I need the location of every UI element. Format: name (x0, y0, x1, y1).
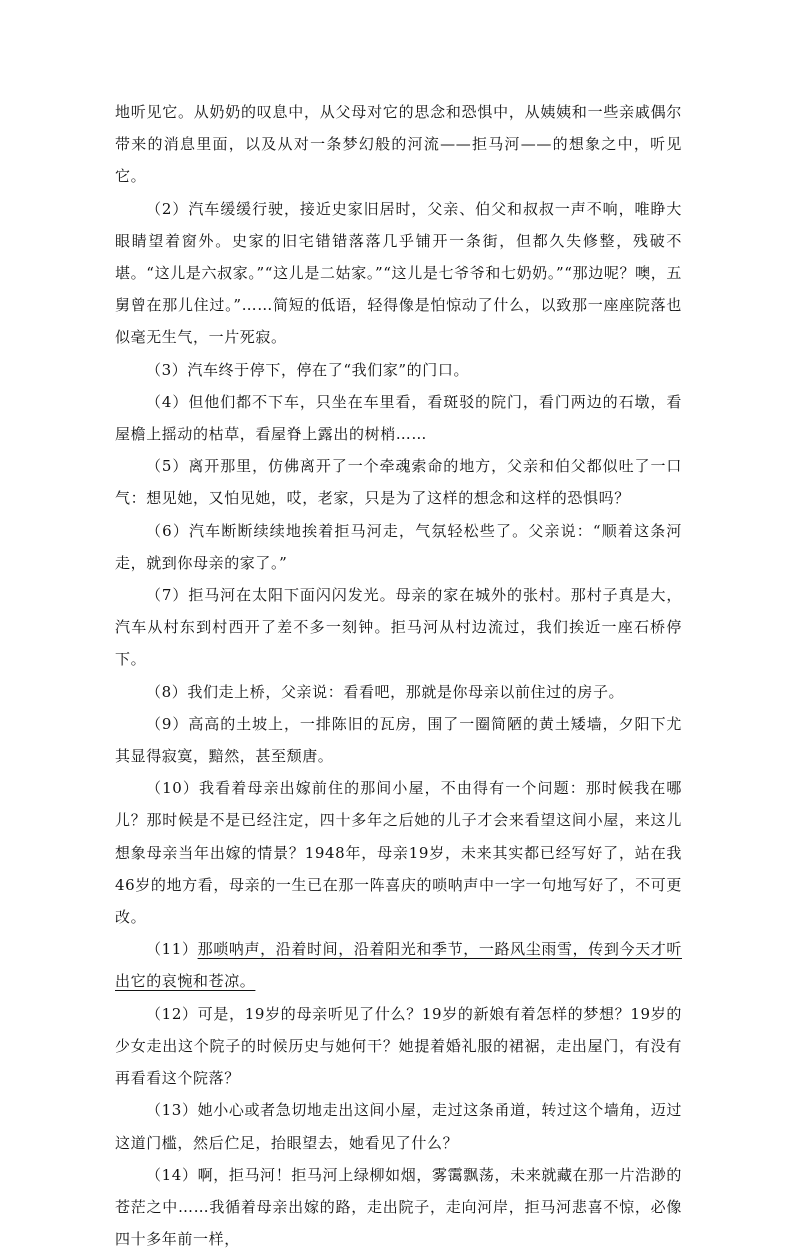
paragraph-2: （2）汽车缓缓行驶，接近史家旧居时，父亲、伯父和叔叔一声不响，唯睁大眼睛望着窗外。史家的旧宅错错落落几乎铺开一条街，但都久失修整，残破不堪。“这儿是六叔家。”“这儿是二姑家。”“这儿是七爷爷和七奶奶。”“那边呢？噢，五舅曾在那儿住过。”……简短的低语，轻得像是怕惊动了什么，以致那一座座院落也似毫无生气，一片死寂。 (115, 199, 682, 347)
paragraph-4: （4）但他们都不下车，只坐在车里看，看斑驳的院门，看门两边的石墩，看屋檐上摇动的枯草，看屋脊上露出的树梢…… (115, 392, 682, 444)
paragraph-11-number: （11） (146, 940, 198, 959)
paragraph-12: （12）可是，19岁的母亲听见了什么？19岁的新娘有着怎样的梦想？19岁的少女走出这个院子的时候历史与她何干？她提着婚礼服的裙裾，走出屋门，有没有再看看这个院落？ (115, 1004, 682, 1088)
paragraph-3: （3）汽车终于停下，停在了“我们家”的门口。 (146, 360, 470, 379)
paragraph-8: （8）我们走上桥，父亲说：看看吧，那就是你母亲以前住过的房子。 (146, 682, 625, 701)
paragraph-14: （14）啊，拒马河！拒马河上绿柳如烟，雾霭飘荡，未来就藏在那一片浩渺的苍茫之中……我循着母亲出嫁的路，走出院子，走向河岸，拒马河悲喜不惊，必像四十多年前一样， (115, 1165, 682, 1249)
paragraph-6: （6）汽车断断续续地挨着拒马河走，气氛轻松些了。父亲说：“顺着这条河走，就到你母亲的家了。” (115, 521, 682, 572)
paragraph-11-underlined-sentence: 那唢呐声，沿着时间，沿着阳光和季节，一路风尘雨雪，传到今天才听出它的哀惋和苍凉。 (115, 940, 682, 991)
paragraph-5: （5）离开那里，仿佛离开了一个牵魂索命的地方，父亲和伯父都似吐了一口气：想见她，又怕见她，哎，老家，只是为了这样的想念和这样的恐惧吗？ (115, 457, 682, 508)
paragraph-13: （13）她小心或者急切地走出这间小屋，走过这条甬道，转过这个墙角，迈过这道门槛，然后伫足，抬眼望去，她看见了什么？ (115, 1101, 682, 1152)
paragraph-10: （10）我看着母亲出嫁前住的那间小屋，不由得有一个问题：那时候我在哪儿？那时候是不是已经注定，四十多年之后她的儿子才会来看望这间小屋，来这儿想象母亲当年出嫁的情景？1948年，母亲19岁，未来其实都已经写好了，站在我46岁的地方看，母亲的一生已在那一阵喜庆的唢呐声中一字一句地写好了，不可更改。 (115, 779, 682, 927)
paragraph-9: （9）高高的土坡上，一排陈旧的瓦房，围了一圈简陋的黄土矮墙，夕阳下尤其显得寂寞，黯然，甚至颓唐。 (115, 714, 682, 766)
paragraph-11 (115, 933, 682, 997)
paragraph-continuation: 地听见它。从奶奶的叹息中，从父母对它的思念和恐惧中，从姨姨和一些亲戚偶尔带来的消息里面，以及从对一条梦幻般的河流——拒马河——的想象之中，听见它。 (115, 103, 682, 186)
paragraph-7: （7）拒马河在太阳下面闪闪发光。母亲的家在城外的张村。那村子真是大，汽车从村东到村西开了差不多一刻钟。拒马河从村边流过，我们挨近一座石桥停下。 (115, 586, 682, 669)
document-page (115, 96, 682, 1255)
